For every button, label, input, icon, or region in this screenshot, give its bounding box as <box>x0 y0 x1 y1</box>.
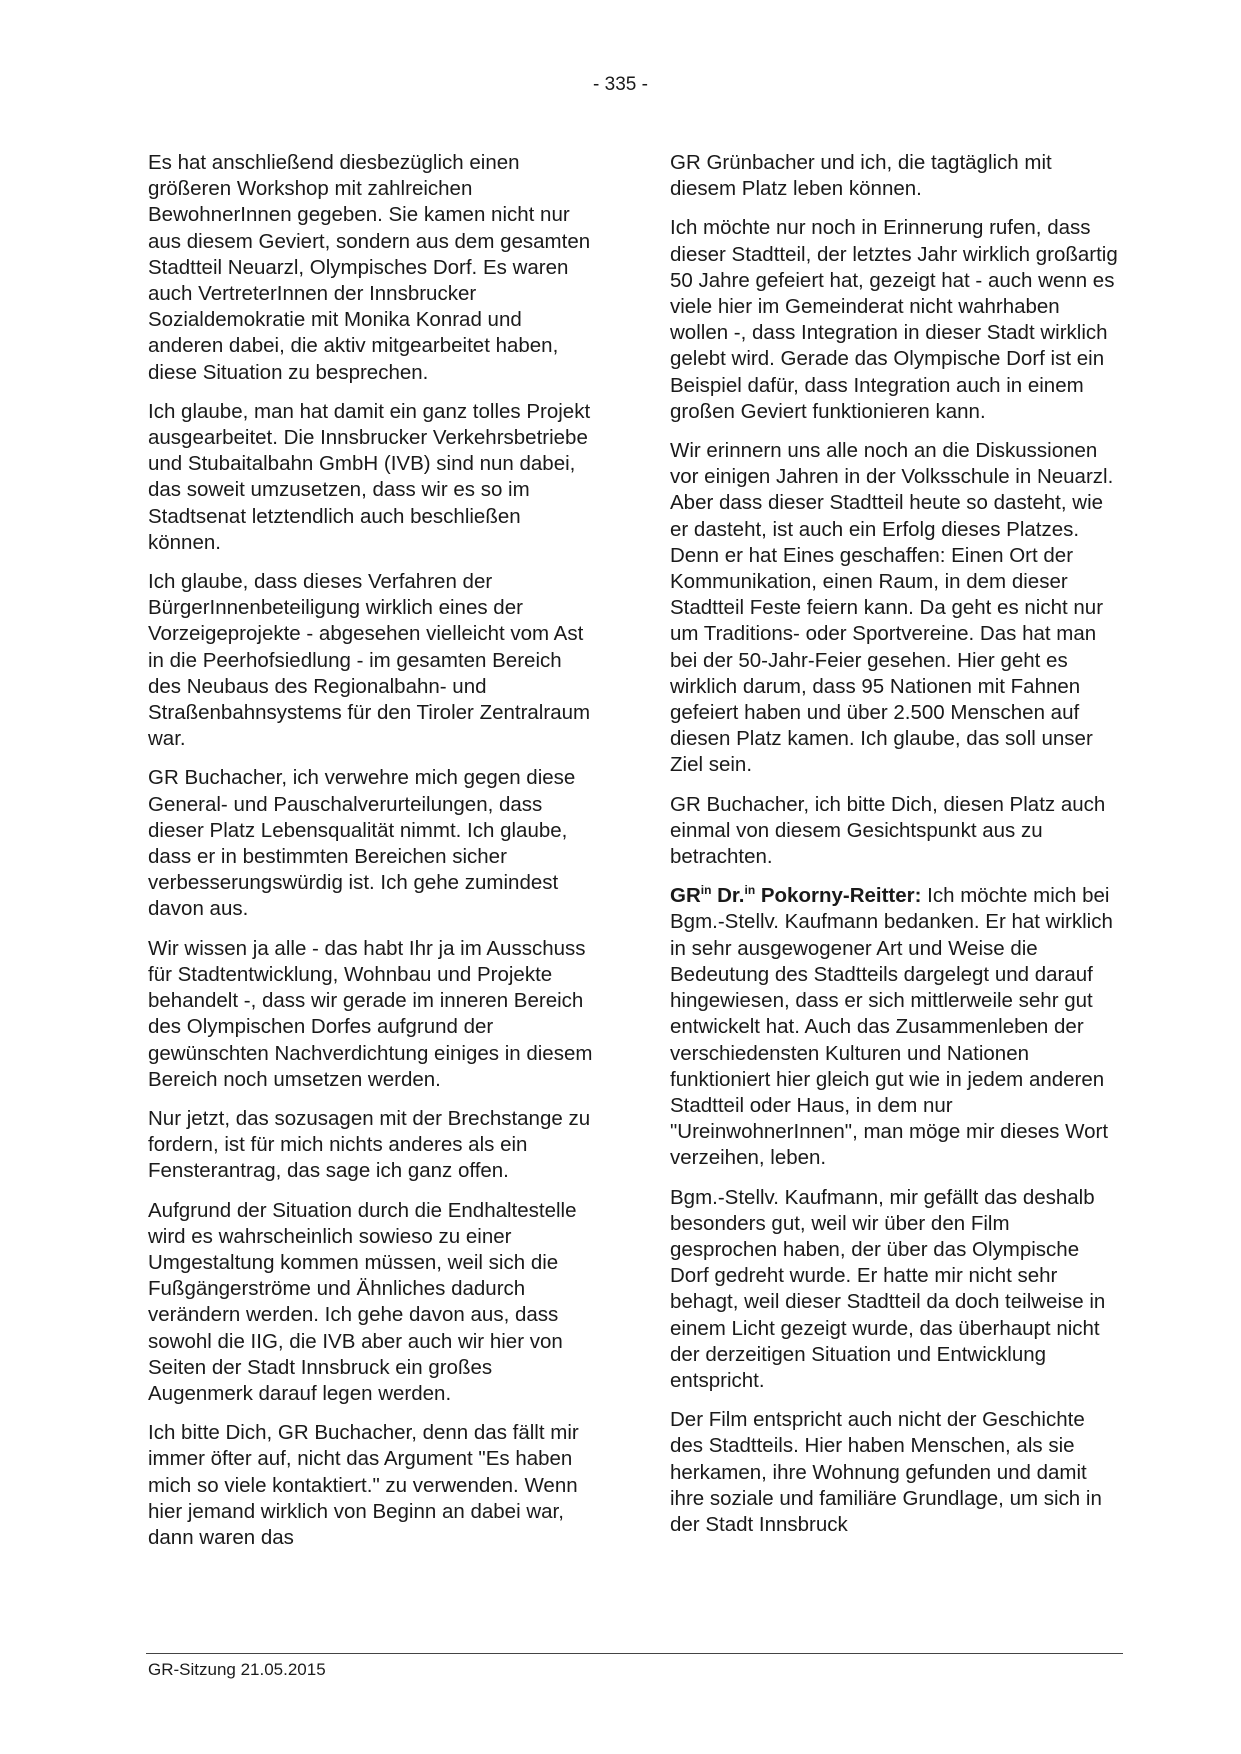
paragraph: GR Grünbacher und ich, die tagtäglich mit diesem Platz leben können. <box>670 151 1052 201</box>
speaker-title-suffix: in <box>700 883 712 898</box>
paragraph: Bgm.-Stellv. Kaufmann, mir gefällt das deshalb besonders gut, weil wir über den Film gesprochen haben, der über das Olympische Dorf gedreht wurde. Er hatte mir nicht sehr behagt, weil dieser Stadtteil da doch teilweise in einem Licht gezeigt wurde, das überhaupt nicht der derzeitigen Situation und Entwicklung entspricht. <box>670 1185 1106 1392</box>
paragraph: Wir erinnern uns alle noch an die Diskussionen vor einigen Jahren in der Volksschule in Neuarzl. Aber dass dieser Stadtteil heute so dasteht, wie er dasteht, ist auch ein Erfolg dieses Platzes. Denn er hat Eines geschaffen: Einen Ort der Kommunikation, einen Raum, in dem dieser Stadtteil Feste feiern kann. Da geht es nicht nur um Traditions- oder Sportvereine. Das hat man bei der 50-Jahr-Feier gesehen. Hier geht es wirklich darum, dass 95 Nationen mit Fahnen gefeiert haben und über 2.500 Menschen auf diesen Platz kamen. Ich glaube, das soll unser Ziel sein. <box>670 439 1114 777</box>
paragraph: GR Buchacher, ich verwehre mich gegen diese General- und Pauschalverurteilungen, dass dieser Platz Lebensqualität nimmt. Ich glaube, dass er in bestimmten Bereichen sicher verbesserungswürdig ist. Ich gehe zumindest davon aus. <box>148 766 576 921</box>
footer-session-date: GR-Sitzung 21.05.2015 <box>148 1660 326 1679</box>
speaker-degree-suffix: in <box>744 883 756 898</box>
speaker-paragraph <box>670 883 1120 1171</box>
paragraph: Ich glaube, dass dieses Verfahren der BürgerInnenbeteiligung wirklich eines der Vorzeigeprojekte - abgesehen vielleicht vom Ast in die Peerhofsiedlung - im gesamten Bereich des Neubaus des Regionalbahn- und Straßenbahnsystems für den Tiroler Zentralraum war. <box>148 570 591 751</box>
paragraph: Wir wissen ja alle - das habt Ihr ja im Ausschuss für Stadtentwicklung, Wohnbau und Projekte behandelt -, dass wir gerade im inneren Bereich des Olympischen Dorfes aufgrund der gewünschten Nachverdichtung einiges in diesem Bereich noch umsetzen werden. <box>148 936 593 1091</box>
speaker-surname: Pokorny-Reitter: <box>760 884 922 908</box>
paragraph: GR Buchacher, ich bitte Dich, diesen Platz auch einmal von diesem Gesichtspunkt aus zu betrachten. <box>670 792 1106 869</box>
paragraph: Aufgrund der Situation durch die Endhaltestelle wird es wahrscheinlich sowieso zu einer Umgestaltung kommen müssen, weil sich die Fußgängerströme und Ähnliches dadurch verändern werden. Ich gehe davon aus, dass sowohl die IIG, die IVB aber auch wir hier von Seiten der Stadt Innsbruck ein großes Augenmerk darauf legen werden. <box>148 1198 577 1405</box>
page-number: - 335 - <box>593 74 648 95</box>
left-column <box>148 150 598 1564</box>
speaker-degree: Dr. <box>717 884 745 908</box>
footer-rule <box>146 1653 1123 1654</box>
speaker-title: GR <box>670 884 701 908</box>
paragraph: Ich glaube, man hat damit ein ganz tolles Projekt ausgearbeitet. Die Innsbrucker Verkehrsbetriebe und Stubaitalbahn GmbH (IVB) sind nun dabei, das soweit umzusetzen, dass wir es so im Stadtsenat letztendlich auch beschließen können. <box>148 399 591 554</box>
paragraph: Ich möchte nur noch in Erinnerung rufen, dass dieser Stadtteil, der letztes Jahr wirklich großartig 50 Jahre gefeiert hat, gezeigt hat - auch wenn es viele hier im Gemeinderat nicht wahrhaben wollen -, dass Integration in dieser Stadt wirklich gelebt wird. Gerade das Olympische Dorf ist ein Beispiel dafür, dass Integration auch in einem großen Geviert funktionieren kann. <box>670 216 1118 423</box>
speaker-name <box>670 884 921 907</box>
speech-text: Ich möchte mich bei Bgm.-Stellv. Kaufmann bedanken. Er hat wirklich in sehr ausgewogener Art und Weise die Bedeutung des Stadtteils dargelegt und darauf hingewiesen, dass er sich mittlerweile sehr gut entwickelt hat. Auch das Zusammenleben der verschiedensten Kulturen und Nationen funktioniert hier gleich gut wie in jedem anderen Stadtteil oder Haus, in dem nur "UreinwohnerInnen", man möge mir dieses Wort verzeihen, leben. <box>670 884 1113 1170</box>
right-column <box>670 150 1120 1551</box>
paragraph: Es hat anschließend diesbezüglich einen größeren Workshop mit zahlreichen BewohnerInnen gegeben. Sie kamen nicht nur aus diesem Geviert, sondern aus dem gesamten Stadtteil Neuarzl, Olympisches Dorf. Es waren auch VertreterInnen der Innsbrucker Sozialdemokratie mit Monika Konrad und anderen dabei, die aktiv mitgearbeitet haben, diese Situation zu besprechen. <box>148 151 591 384</box>
paragraph: Ich bitte Dich, GR Buchacher, denn das fällt mir immer öfter auf, nicht das Argument "Es haben mich so viele kontaktiert." zu verwenden. Wenn hier jemand wirklich von Beginn an dabei war, dann waren das <box>148 1421 579 1549</box>
paragraph: Der Film entspricht auch nicht der Geschichte des Stadtteils. Hier haben Menschen, als sie herkamen, ihre Wohnung gefunden und damit ihre soziale und familiäre Grundlage, um sich in der Stadt Innsbruck <box>670 1408 1102 1536</box>
paragraph: Nur jetzt, das sozusagen mit der Brechstange zu fordern, ist für mich nichts anderes als ein Fensterantrag, das sage ich ganz offen. <box>148 1106 591 1183</box>
